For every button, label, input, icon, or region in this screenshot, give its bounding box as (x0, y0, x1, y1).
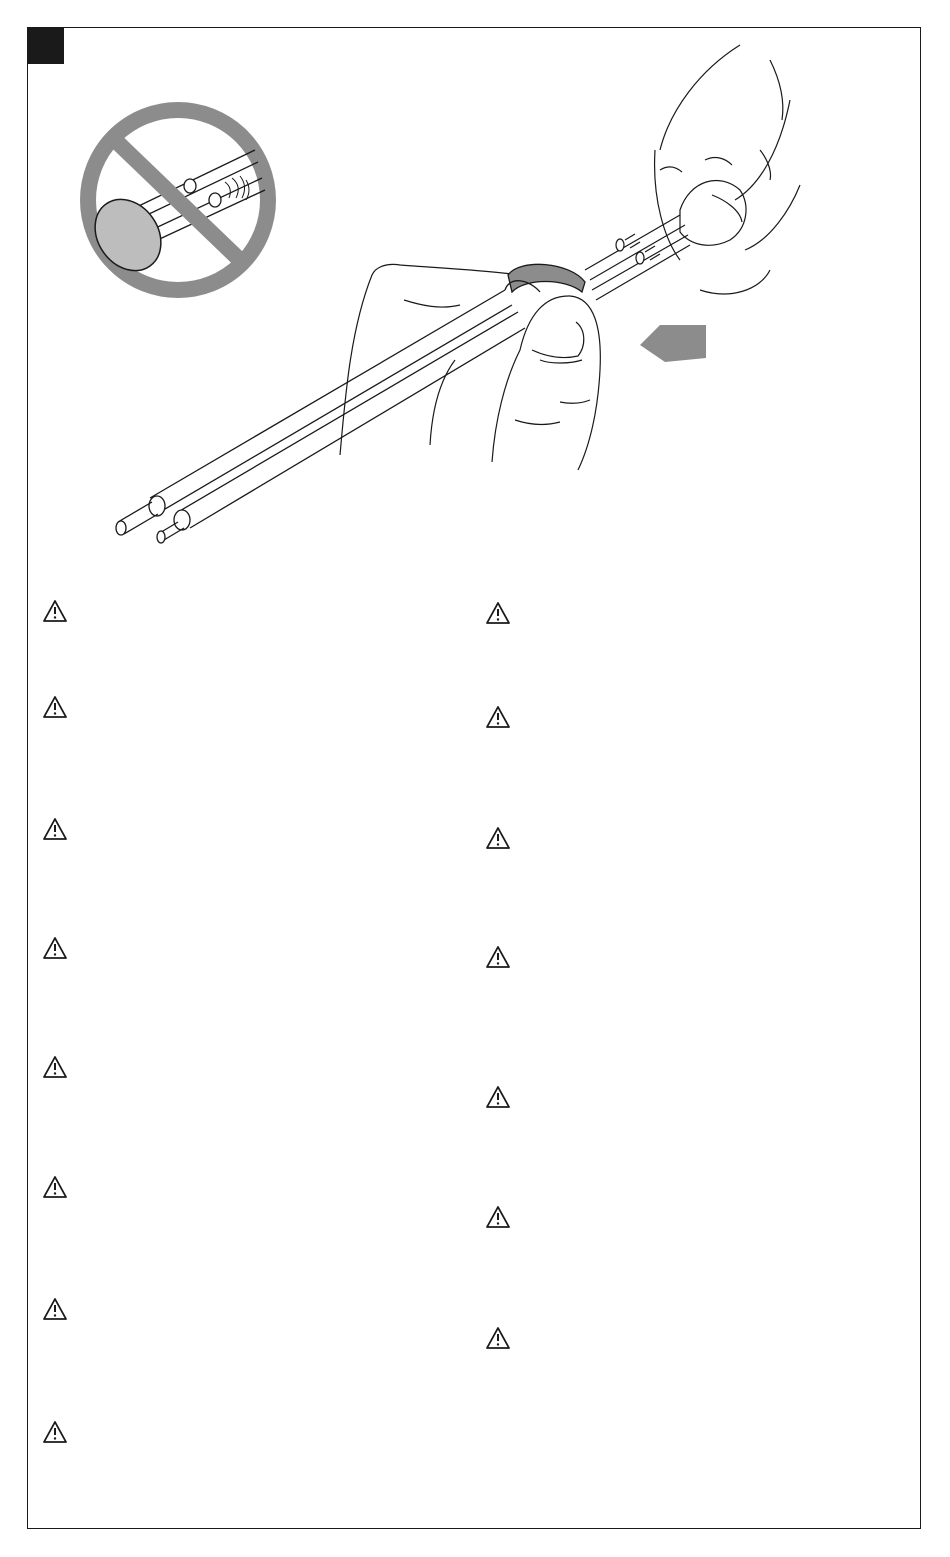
cable-sheath (116, 290, 525, 543)
no-cutting-prohibited-icon (82, 110, 268, 290)
warning-triangle-icon (485, 705, 511, 729)
warning-triangle-icon (485, 1326, 511, 1350)
assembly-illustration (0, 0, 950, 560)
left-hand (340, 264, 600, 470)
warning-triangle-icon (42, 599, 68, 623)
warning-triangle-icon (42, 817, 68, 841)
warning-triangle-icon (485, 1085, 511, 1109)
warning-triangle-icon (42, 936, 68, 960)
warning-triangle-icon (485, 826, 511, 850)
sleeve-ring (505, 264, 585, 292)
warning-triangle-icon (42, 1175, 68, 1199)
warning-triangle-icon (485, 1205, 511, 1229)
warning-triangle-icon (42, 695, 68, 719)
warning-triangle-icon (485, 945, 511, 969)
push-direction-arrow-icon (640, 325, 706, 362)
warning-triangle-icon (42, 1297, 68, 1321)
warning-triangle-icon (42, 1055, 68, 1079)
twisted-wires (585, 215, 690, 300)
right-hand (655, 45, 800, 294)
warning-triangle-icon (485, 601, 511, 625)
warning-triangle-icon (42, 1420, 68, 1444)
